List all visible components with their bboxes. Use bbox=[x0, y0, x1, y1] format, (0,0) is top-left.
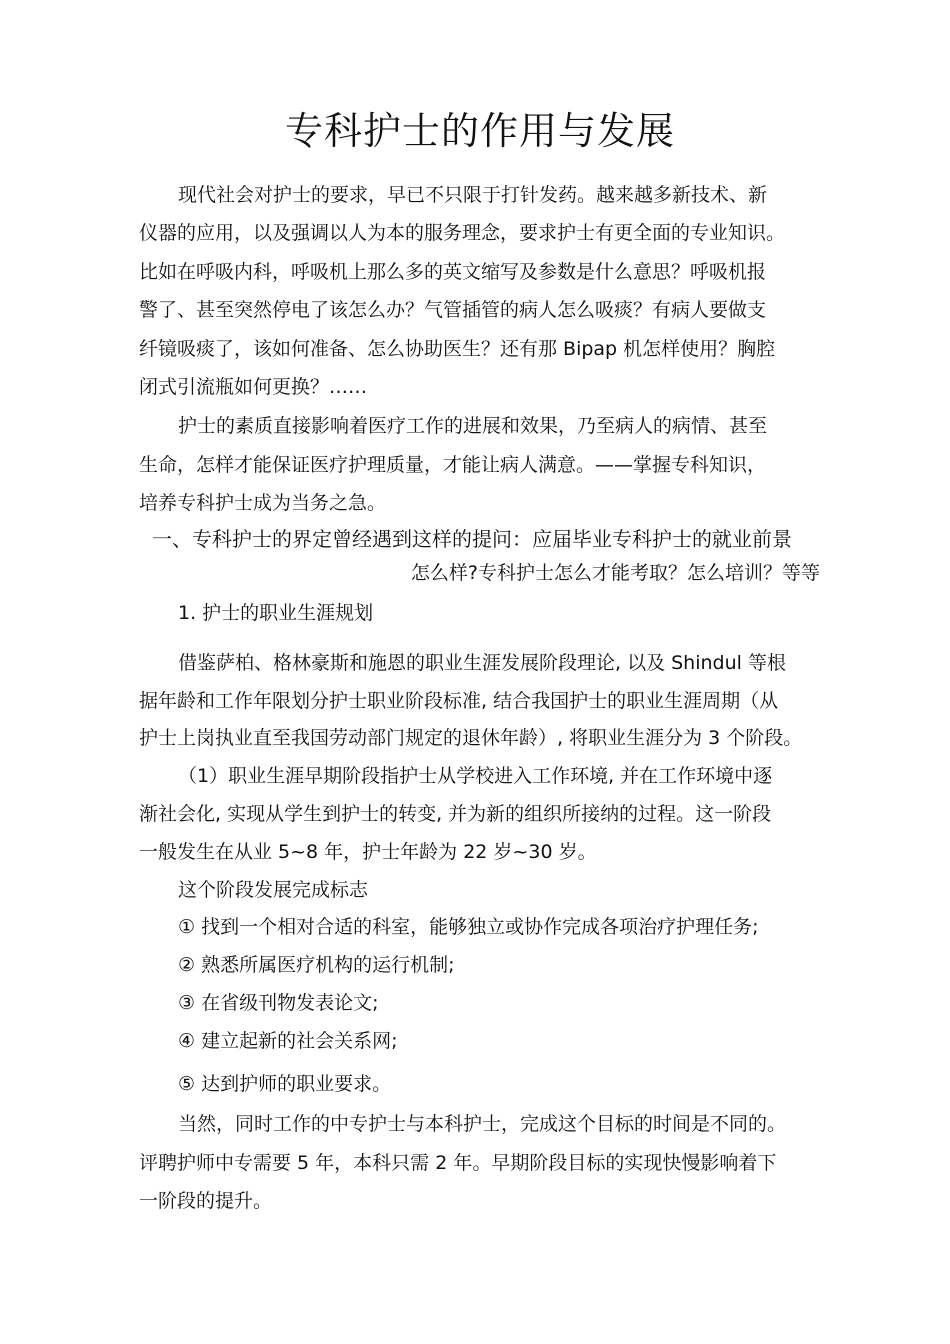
text-line: 一阶段的提升。 bbox=[139, 1190, 273, 1212]
list-item: ⑤ 达到护师的职业要求。 bbox=[178, 1073, 392, 1095]
text-line: 一般发生在从业 5~8 年，护士年龄为 22 岁~30 岁。 bbox=[139, 841, 597, 863]
list-item: ① 找到一个相对合适的科室，能够独立或协作完成各项治疗护理任务; bbox=[178, 916, 759, 938]
text-line: 据年龄和工作年限划分护士职业阶段标准, 结合我国护士的职业生涯周期（从 bbox=[139, 690, 779, 712]
text-line: 纤镜吸痰了，该如何准备、怎么协助医生？还有那 Bipap 机怎样使用？胸腔 bbox=[139, 338, 776, 360]
list-item: ④ 建立起新的社会关系网; bbox=[178, 1030, 398, 1052]
list-item: ③ 在省级刊物发表论文; bbox=[178, 992, 379, 1014]
subsection-heading: 1. 护士的职业生涯规划 bbox=[178, 602, 374, 624]
text-line: 现代社会对护士的要求，早已不只限于打针发药。越来越多新技术、新 bbox=[178, 184, 768, 206]
section-heading: 一、专科护士的界定曾经遇到这样的提问：应届毕业专科护士的就业前景 bbox=[152, 527, 792, 551]
text-line: 借鉴萨柏、格林豪斯和施恩的职业生涯发展阶段理论, 以及 Shindul 等根 bbox=[178, 652, 786, 674]
document-title: 专科护士的作用与发展 bbox=[284, 109, 675, 153]
text-line: 渐社会化, 实现从学生到护士的转变, 并为新的组织所接纳的过程。这一阶段 bbox=[139, 803, 772, 825]
text-line: 护士的素质直接影响着医疗工作的进展和效果，乃至病人的病情、甚至 bbox=[178, 415, 768, 437]
list-intro: 这个阶段发展完成标志 bbox=[178, 879, 369, 901]
text-line: （1）职业生涯早期阶段指护士从学校进入工作环境, 并在工作环境中逐 bbox=[178, 765, 773, 787]
text-line: 警了、甚至突然停电了该怎么办？气管插管的病人怎么吸痰？有病人要做支 bbox=[139, 299, 767, 321]
text-line: 护士上岗执业直至我国劳动部门规定的退休年龄）, 将职业生涯分为 3 个阶段。 bbox=[139, 727, 803, 749]
text-line: 当然，同时工作的中专护士与本科护士，完成这个目标的时间是不同的。 bbox=[178, 1113, 787, 1135]
section-heading-continuation: 怎么样?专科护士怎么才能考取？怎么培训？等等 bbox=[410, 562, 820, 584]
list-item: ② 熟悉所属医疗机构的运行机制; bbox=[178, 954, 455, 976]
text-line: 生命，怎样才能保证医疗护理质量，才能让病人满意。——掌握专科知识， bbox=[139, 454, 767, 476]
text-line: 评聘护师中专需要 5 年，本科只需 2 年。早期阶段目标的实现快慢影响着下 bbox=[139, 1152, 777, 1174]
text-line: 比如在呼吸内科，呼吸机上那么多的英文缩写及参数是什么意思？呼吸机报 bbox=[139, 261, 767, 283]
text-line: 培养专科护士成为当务之急。 bbox=[139, 492, 387, 514]
text-line: 仪器的应用，以及强调以人为本的服务理念，要求护士有更全面的专业知识。 bbox=[139, 222, 786, 244]
text-line: 闭式引流瓶如何更换？…… bbox=[139, 376, 368, 398]
